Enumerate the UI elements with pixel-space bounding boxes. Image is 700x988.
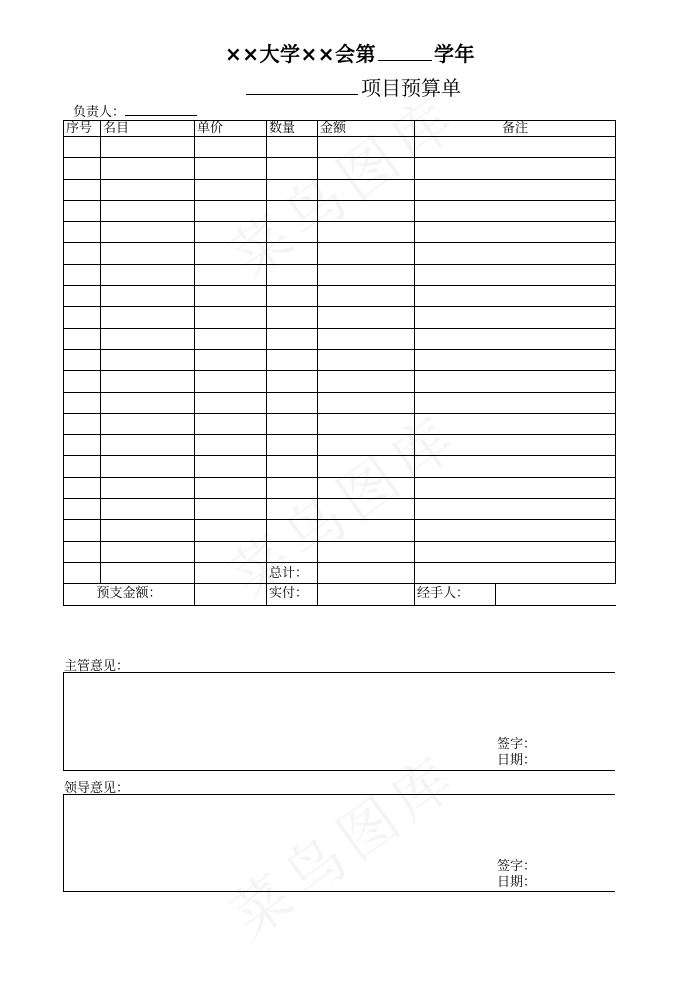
table-cell[interactable] <box>415 456 616 477</box>
total-label: 总计： <box>267 562 318 583</box>
table-cell[interactable] <box>318 349 415 370</box>
table-cell[interactable] <box>64 179 101 200</box>
supervisor-opinion-label: 主管意见： <box>64 659 130 674</box>
table-cell[interactable] <box>101 137 195 158</box>
table-cell[interactable] <box>318 158 415 179</box>
table-cell[interactable] <box>267 179 318 200</box>
table-cell[interactable] <box>415 222 616 243</box>
table-cell[interactable] <box>415 328 616 349</box>
table-row <box>64 477 616 498</box>
supervisor-date-label: 日期： <box>497 753 537 768</box>
table-cell[interactable] <box>267 307 318 328</box>
table-cell[interactable] <box>267 413 318 434</box>
title-suffix: 学年 <box>434 42 476 66</box>
table-cell[interactable] <box>318 392 415 413</box>
table-cell[interactable] <box>195 541 267 562</box>
table-cell[interactable] <box>318 371 415 392</box>
year-blank[interactable] <box>378 42 432 61</box>
table-cell[interactable] <box>267 328 318 349</box>
table-row <box>64 499 616 520</box>
table-cell[interactable] <box>195 520 267 541</box>
table-cell[interactable] <box>64 541 101 562</box>
table-cell[interactable] <box>195 413 267 434</box>
table-cell[interactable] <box>64 392 101 413</box>
table-cell[interactable] <box>195 264 267 285</box>
leader-date-label: 日期： <box>497 875 537 890</box>
table-row <box>64 200 616 221</box>
total-amount-cell[interactable] <box>318 562 415 583</box>
table-row <box>64 520 616 541</box>
table-cell[interactable] <box>318 435 415 456</box>
leader-opinion-label: 领导意见： <box>64 781 130 796</box>
table-cell[interactable] <box>64 243 101 264</box>
table-cell[interactable] <box>195 307 267 328</box>
table-row <box>64 371 616 392</box>
table-cell[interactable] <box>195 179 267 200</box>
table-row <box>64 328 616 349</box>
table-cell[interactable] <box>64 158 101 179</box>
table-cell[interactable] <box>101 371 195 392</box>
table-row <box>64 307 616 328</box>
table-cell[interactable] <box>101 413 195 434</box>
col-header-item: 名目 <box>101 121 195 137</box>
table-cell[interactable] <box>101 477 195 498</box>
table-cell[interactable] <box>195 477 267 498</box>
table-row <box>64 435 616 456</box>
actual-label: 实付： <box>267 584 318 605</box>
table-cell[interactable] <box>415 499 616 520</box>
table-cell[interactable] <box>267 499 318 520</box>
table-cell[interactable] <box>415 349 616 370</box>
table-cell[interactable] <box>415 264 616 285</box>
table-cell[interactable] <box>415 392 616 413</box>
table-row <box>64 222 616 243</box>
table-cell[interactable] <box>101 179 195 200</box>
table-cell[interactable] <box>101 158 195 179</box>
table-cell[interactable] <box>318 179 415 200</box>
table-cell[interactable] <box>267 477 318 498</box>
table-cell[interactable] <box>267 264 318 285</box>
table-row <box>64 349 616 370</box>
table-cell[interactable] <box>64 328 101 349</box>
table-cell[interactable] <box>267 435 318 456</box>
table-cell[interactable] <box>195 435 267 456</box>
table-cell[interactable] <box>415 200 616 221</box>
table-cell[interactable] <box>64 137 101 158</box>
table-cell[interactable] <box>267 243 318 264</box>
col-header-remarks: 备注 <box>415 121 616 137</box>
total-row <box>64 562 616 583</box>
table-cell[interactable] <box>64 307 101 328</box>
advance-amount-cell[interactable] <box>195 584 267 605</box>
table-cell[interactable] <box>318 222 415 243</box>
table-row <box>64 392 616 413</box>
table-cell[interactable] <box>415 562 616 583</box>
table-row <box>64 286 616 307</box>
table-cell[interactable] <box>101 200 195 221</box>
title-prefix: ××大学××会第 <box>224 42 377 66</box>
responsible-person <box>73 101 197 120</box>
table-row <box>64 243 616 264</box>
form-title <box>0 38 700 67</box>
leader-sign-label: 签字： <box>497 859 537 874</box>
table-row <box>64 264 616 285</box>
table-cell[interactable] <box>318 499 415 520</box>
table-cell[interactable] <box>318 200 415 221</box>
table-cell[interactable] <box>64 200 101 221</box>
table-header-row <box>64 121 616 137</box>
project-name-blank[interactable] <box>246 74 358 95</box>
table-cell[interactable] <box>64 477 101 498</box>
table-cell[interactable] <box>318 328 415 349</box>
table-cell[interactable] <box>318 477 415 498</box>
table-cell[interactable] <box>195 562 267 583</box>
table-cell[interactable] <box>101 392 195 413</box>
budget-table <box>63 120 616 606</box>
table-cell[interactable] <box>267 137 318 158</box>
col-header-index: 序号 <box>64 121 101 137</box>
table-cell[interactable] <box>101 520 195 541</box>
table-cell[interactable] <box>101 307 195 328</box>
table-cell[interactable] <box>101 286 195 307</box>
table-cell[interactable] <box>195 243 267 264</box>
form-subtitle <box>246 72 461 101</box>
table-row <box>64 456 616 477</box>
table-cell[interactable] <box>415 307 616 328</box>
col-header-amount: 金额 <box>318 121 415 137</box>
table-cell[interactable] <box>415 158 616 179</box>
table-cell[interactable] <box>195 200 267 221</box>
table-cell[interactable] <box>267 286 318 307</box>
table-cell[interactable] <box>101 435 195 456</box>
table-row <box>64 137 616 158</box>
table-cell[interactable] <box>267 541 318 562</box>
table-cell[interactable] <box>415 137 616 158</box>
table-cell[interactable] <box>195 158 267 179</box>
table-cell[interactable] <box>101 562 195 583</box>
table-cell[interactable] <box>267 200 318 221</box>
table-cell[interactable] <box>267 222 318 243</box>
table-cell[interactable] <box>267 456 318 477</box>
table-cell[interactable] <box>101 243 195 264</box>
table-cell[interactable] <box>415 371 616 392</box>
table-cell[interactable] <box>415 477 616 498</box>
responsible-label: 负责人： <box>73 105 126 120</box>
table-cell[interactable] <box>64 264 101 285</box>
table-cell[interactable] <box>64 499 101 520</box>
table-cell[interactable] <box>64 286 101 307</box>
table-cell[interactable] <box>267 349 318 370</box>
table-cell[interactable] <box>64 413 101 434</box>
table-cell[interactable] <box>318 286 415 307</box>
table-cell[interactable] <box>415 243 616 264</box>
table-cell[interactable] <box>101 541 195 562</box>
leader-signature <box>497 859 536 891</box>
table-cell[interactable] <box>64 371 101 392</box>
table-row <box>64 158 616 179</box>
table-cell[interactable] <box>318 413 415 434</box>
table-cell[interactable] <box>64 222 101 243</box>
table-cell[interactable] <box>195 371 267 392</box>
table-cell[interactable] <box>64 562 101 583</box>
table-cell[interactable] <box>64 435 101 456</box>
table-cell[interactable] <box>318 541 415 562</box>
table-cell[interactable] <box>415 179 616 200</box>
table-cell[interactable] <box>318 264 415 285</box>
table-cell[interactable] <box>195 392 267 413</box>
table-row <box>64 541 616 562</box>
table-cell[interactable] <box>415 435 616 456</box>
supervisor-sign-label: 签字： <box>497 737 537 752</box>
table-cell[interactable] <box>64 520 101 541</box>
col-header-quantity: 数量 <box>267 121 318 137</box>
table-cell[interactable] <box>415 413 616 434</box>
table-cell[interactable] <box>318 307 415 328</box>
advance-label: 预支金额： <box>64 584 195 605</box>
responsible-input[interactable] <box>125 103 197 116</box>
table-cell[interactable] <box>101 456 195 477</box>
table-cell[interactable] <box>318 456 415 477</box>
table-cell[interactable] <box>101 349 195 370</box>
table-cell[interactable] <box>195 137 267 158</box>
table-cell[interactable] <box>195 328 267 349</box>
table-cell[interactable] <box>101 328 195 349</box>
supervisor-signature <box>497 737 536 769</box>
table-row <box>64 413 616 434</box>
table-cell[interactable] <box>195 222 267 243</box>
subtitle-text: 项目预算单 <box>361 76 461 100</box>
table-row <box>64 179 616 200</box>
table-cell[interactable] <box>318 243 415 264</box>
table-cell[interactable] <box>195 499 267 520</box>
table-cell[interactable] <box>101 222 195 243</box>
table-cell[interactable] <box>101 499 195 520</box>
table-cell[interactable] <box>415 541 616 562</box>
payment-row <box>64 584 616 605</box>
table-cell[interactable] <box>267 520 318 541</box>
table-cell[interactable] <box>195 349 267 370</box>
table-cell[interactable] <box>64 349 101 370</box>
table-cell[interactable] <box>195 456 267 477</box>
table-cell[interactable] <box>267 371 318 392</box>
actual-amount-cell[interactable] <box>318 584 415 605</box>
table-cell[interactable] <box>101 264 195 285</box>
col-header-unit-price: 单价 <box>195 121 267 137</box>
table-cell[interactable] <box>415 286 616 307</box>
table-cell[interactable] <box>267 158 318 179</box>
table-cell[interactable] <box>318 520 415 541</box>
table-cell[interactable] <box>318 137 415 158</box>
table-cell[interactable] <box>195 286 267 307</box>
handler-label: 经手人： <box>415 584 496 605</box>
table-cell[interactable] <box>415 520 616 541</box>
table-cell[interactable] <box>64 456 101 477</box>
handler-cell[interactable] <box>496 584 616 605</box>
table-cell[interactable] <box>267 392 318 413</box>
